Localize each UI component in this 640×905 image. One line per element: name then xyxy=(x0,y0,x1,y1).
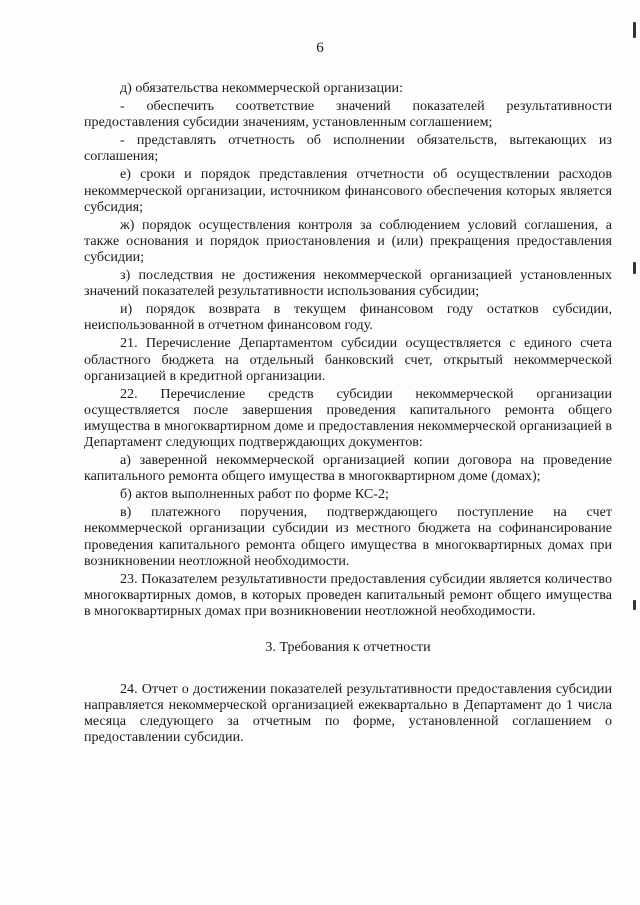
scan-edge-mark xyxy=(633,600,636,610)
paragraph: и) порядок возврата в текущем финансовом году остатков субсидии, неиспользованной в отчетном финансовом году. xyxy=(84,301,612,334)
paragraph: - представлять отчетность об исполнении обязательств, вытекающих из соглашения; xyxy=(84,132,612,165)
scan-edge-mark xyxy=(633,22,636,38)
paragraph: 21. Перечисление Департаментом субсидии осуществляется с единого счета областного бюджета на отдельный банковский счет, открытый некоммерческой организацией в кредитной организации. xyxy=(84,335,612,384)
paragraph: 24. Отчет о достижении показателей результативности предоставления субсидии направляется некоммерческой организацией ежеквартально в Департамент до 1 числа месяца следующего за отчетным по форме, установленной соглашением о предоставлении субсидии. xyxy=(84,681,612,746)
document-body xyxy=(84,80,612,747)
paragraph: - обеспечить соответствие значений показателей результативности предоставления субсидии значениям, установленным соглашением; xyxy=(84,98,612,131)
scan-edge-mark xyxy=(633,262,636,274)
paragraph: ж) порядок осуществления контроля за соблюдением условий соглашения, а также основания и порядок приостановления и (или) прекращения предоставления субсидии; xyxy=(84,216,612,265)
paragraph: в) платежного поручения, подтверждающего поступление на счет некоммерческой организации субсидии из местного бюджета на софинансирование проведения капитального ремонта общего имущества в многоквартирных домах при возникновении неотложной необходимости. xyxy=(84,504,612,569)
paragraph: а) заверенной некоммерческой организацией копии договора на проведение капитального ремонта общего имущества в многоквартирном доме (домах); xyxy=(84,452,612,485)
paragraph: е) сроки и порядок представления отчетности об осуществлении расходов некоммерческой организации, источником финансового обеспечения которых является субсидия; xyxy=(84,166,612,215)
page-number: 6 xyxy=(316,40,324,56)
paragraph: 23. Показателем результативности предоставления субсидии является количество многоквартирных домов, в которых проведен капитальный ремонт общего имущества в многоквартирных домах при возникновении неотложной необходимости. xyxy=(84,570,612,619)
paragraph: 22. Перечисление средств субсидии некоммерческой организации осуществляется после завершения проведения капитального ремонта общего имущества в многоквартирном доме и предоставления некоммерческой организацией в Департамент следующих подтверждающих документов: xyxy=(84,385,612,450)
section-heading: 3. Требования к отчетности xyxy=(265,639,431,655)
paragraph: б) актов выполненных работ по форме КС-2; xyxy=(120,486,389,503)
paragraph: д) обязательства некоммерческой организации: xyxy=(120,80,404,96)
paragraph: з) последствия не достижения некоммерческой организацией установленных значений показателей результативности использования субсидии; xyxy=(84,267,612,300)
